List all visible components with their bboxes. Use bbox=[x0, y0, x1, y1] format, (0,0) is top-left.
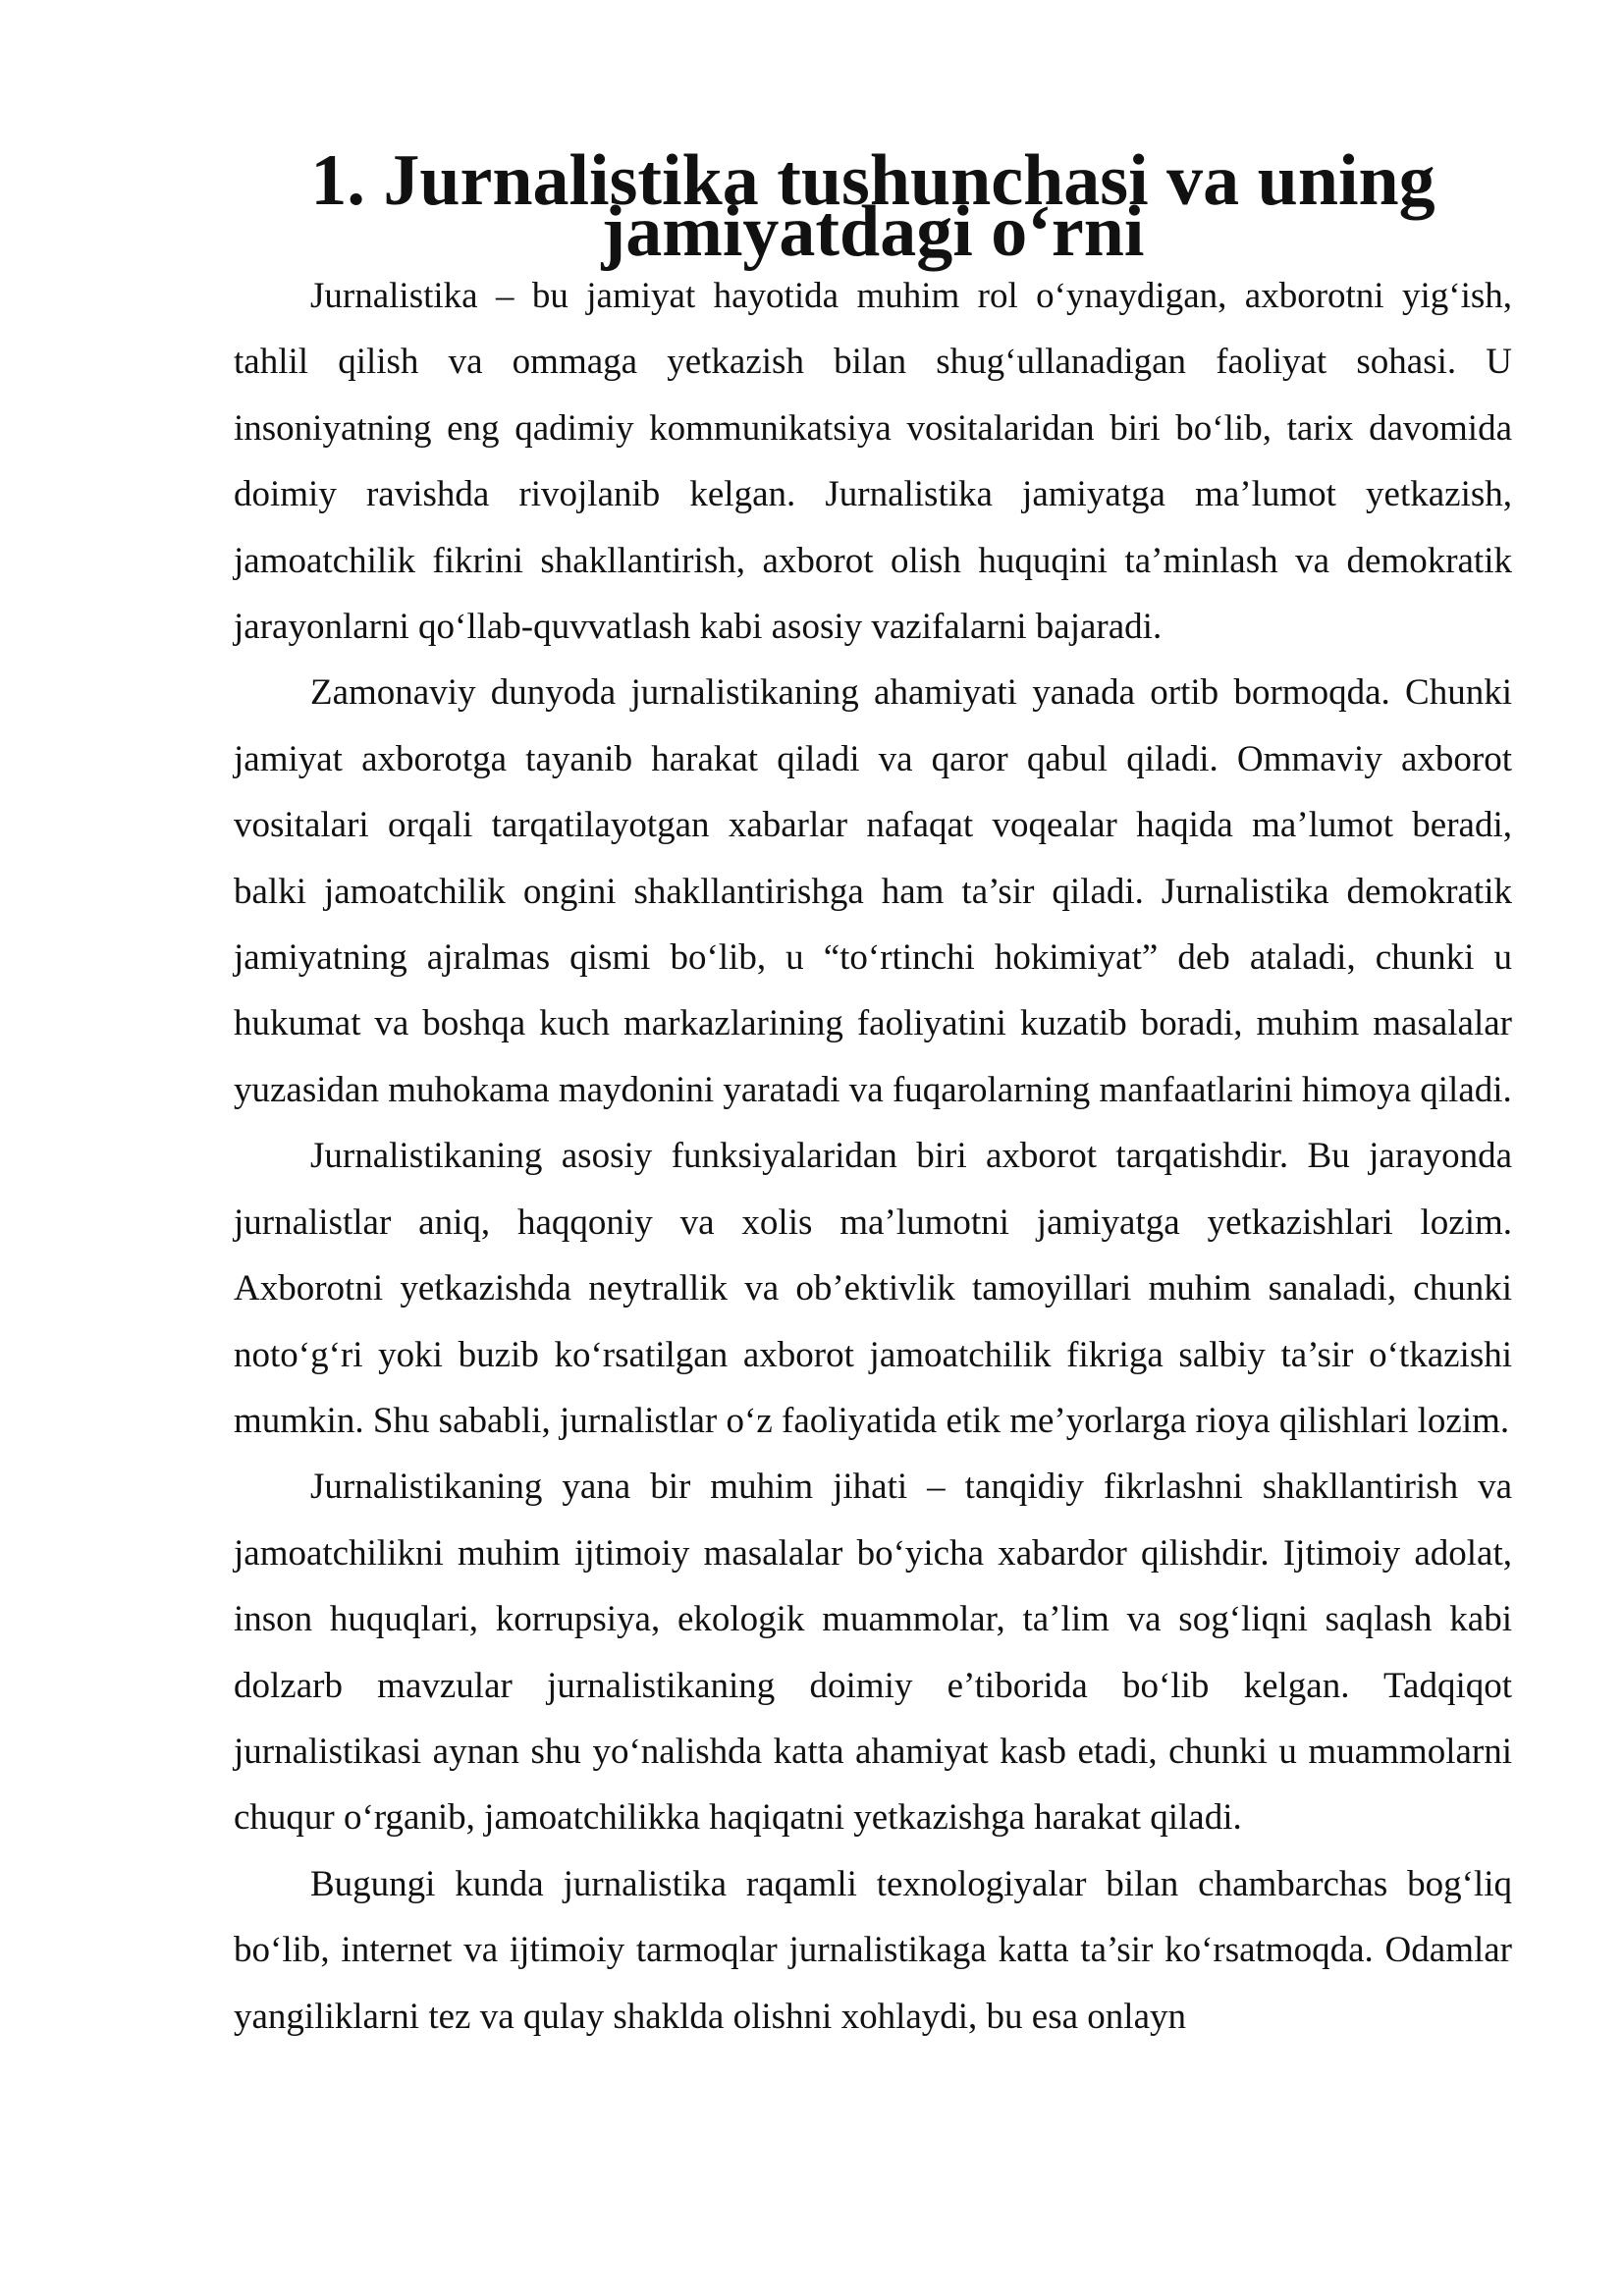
document-page bbox=[234, 140, 1512, 2050]
section-title: 1. Jurnalistika tushunchasi va uning jamiyatdagi o‘rni bbox=[310, 140, 1435, 272]
paragraph-5: Bugungi kunda jurnalistika raqamli texnologiyalar bilan chambarchas bog‘liq bo‘lib, internet va ijtimoiy tarmoqlar jurnalistikaga katta ta’sir ko‘rsatmoqda. Odamlar yangiliklarni tez va qulay shaklda olishni xohlaydi, bu esa onlayn bbox=[234, 1863, 1512, 2037]
paragraph-2: Zamonaviy dunyoda jurnalistikaning ahamiyati yanada ortib bormoqda. Chunki jamiyat axborotga tayanib harakat qiladi va qaror qabul qiladi. Ommaviy axborot vositalari orqali tarqatilayotgan xabarlar nafaqat voqealar haqida ma’lumot beradi, balki jamoatchilik ongini shakllantirishga ham ta’sir qiladi. Jurnalistika demokratik jamiyatning ajralmas qismi bo‘lib, u “to‘rtinchi hokimiyat” deb ataladi, chunki u hukumat va boshqa kuch markazlarining faoliyatini kuzatib boradi, muhim masalalar yuzasidan muhokama maydonini yaratadi va fuqarolarning manfaatlarini himoya qiladi. bbox=[234, 672, 1512, 1110]
paragraph-4: Jurnalistikaning yana bir muhim jihati – tanqidiy fikrlashni shakllantirish va jamoatchilikni muhim ijtimoiy masalalar bo‘yicha xabardor qilishdir. Ijtimoiy adolat, inson huquqlari, korrupsiya, ekologik muammolar, ta’lim va sog‘liqni saqlash kabi dolzarb mavzular jurnalistikaning doimiy e’tiborida bo‘lib kelgan. Tadqiqot jurnalistikasi aynan shu yo‘nalishda katta ahamiyat kasb etadi, chunki u muammolarni chuqur o‘rganib, jamoatchilikka haqiqatni yetkazishga harakat qiladi. bbox=[234, 1467, 1512, 1839]
paragraph-1: Jurnalistika – bu jamiyat hayotida muhim rol o‘ynaydigan, axborotni yig‘ish, tahlil qilish va ommaga yetkazish bilan shug‘ullanadigan faoliyat sohasi. U insoniyatning eng qadimiy kommunikatsiya vositalaridan biri bo‘lib, tarix davomida doimiy ravishda rivojlanib kelgan. Jurnalistika jamiyatga ma’lumot yetkazish, jamoatchilik fikrini shakllantirish, axborot olish huquqini ta’minlash va demokratik jarayonlarni qo‘llab-quvvatlash kabi asosiy vazifalarni bajaradi. bbox=[234, 276, 1512, 648]
paragraph-3: Jurnalistikaning asosiy funksiyalaridan biri axborot tarqatishdir. Bu jarayonda jurnalistlar aniq, haqqoniy va xolis ma’lumotni jamiyatga yetkazishlari lozim. Axborotni yetkazishda neytrallik va ob’ektivlik tamoyillari muhim sanaladi, chunki noto‘g‘ri yoki buzib ko‘rsatilgan axborot jamoatchilik fikriga salbiy ta’sir o‘tkazishi mumkin. Shu sababli, jurnalistlar o‘z faoliyatida etik me’yorlarga rioya qilishlari lozim. bbox=[234, 1136, 1512, 1441]
